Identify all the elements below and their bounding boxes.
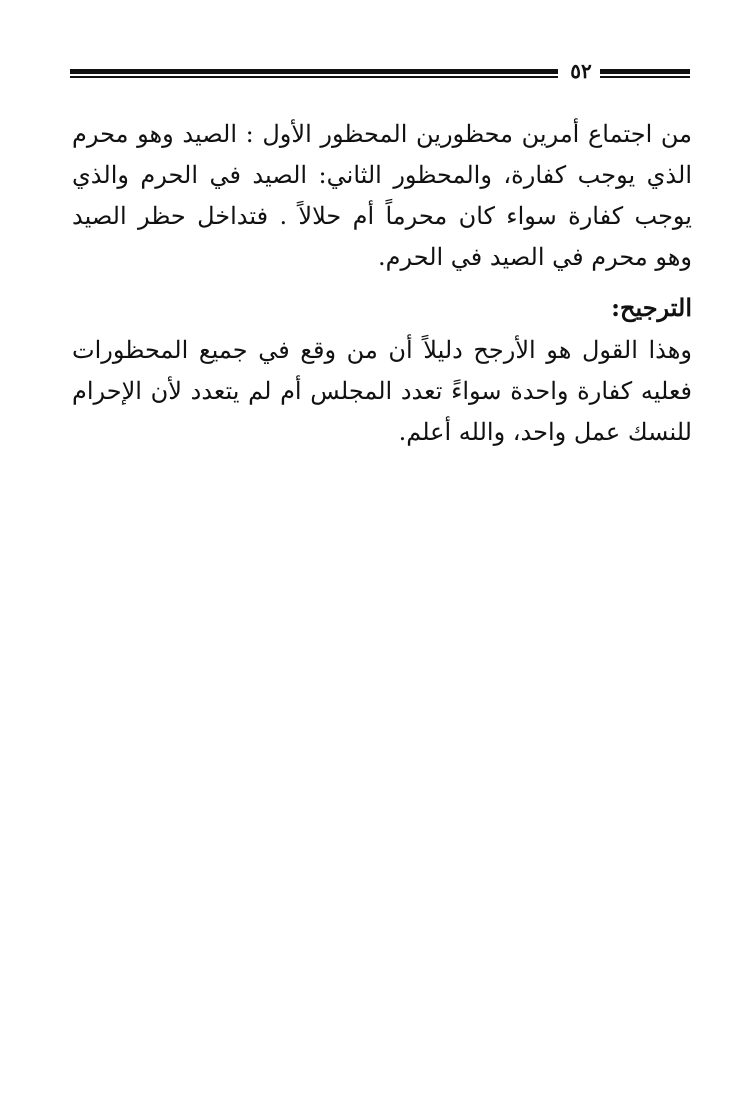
page-header	[70, 59, 690, 83]
section-heading-tarjih: الترجيح:	[611, 293, 692, 322]
header-rule-right-thin	[600, 76, 690, 78]
body-paragraph-2: وهذا القول هو الأرجح دليلاً أن من وقع في جميع المحظورات فعليه كفارة واحدة سواءً تعدد المجلس أم لم يتعدد لأن الإحرام للنسك عمل واحد، والله أعلم.	[72, 336, 692, 446]
header-rule-right-thick	[600, 69, 690, 74]
page-number: ٥٢	[570, 59, 592, 83]
body-paragraph-1: من اجتماع أمرين محظورين المحظور الأول : الصيد وهو محرم الذي يوجب كفارة، والمحظور الثاني: الصيد في الحرم والذي يوجب كفارة سواء كان محرماً أم حلالاً . فتداخل حظر الصيد وهو محرم في الصيد في الحرم.	[72, 120, 692, 271]
header-rule-left-thin	[70, 76, 558, 78]
header-rule-left-thick	[70, 69, 558, 74]
